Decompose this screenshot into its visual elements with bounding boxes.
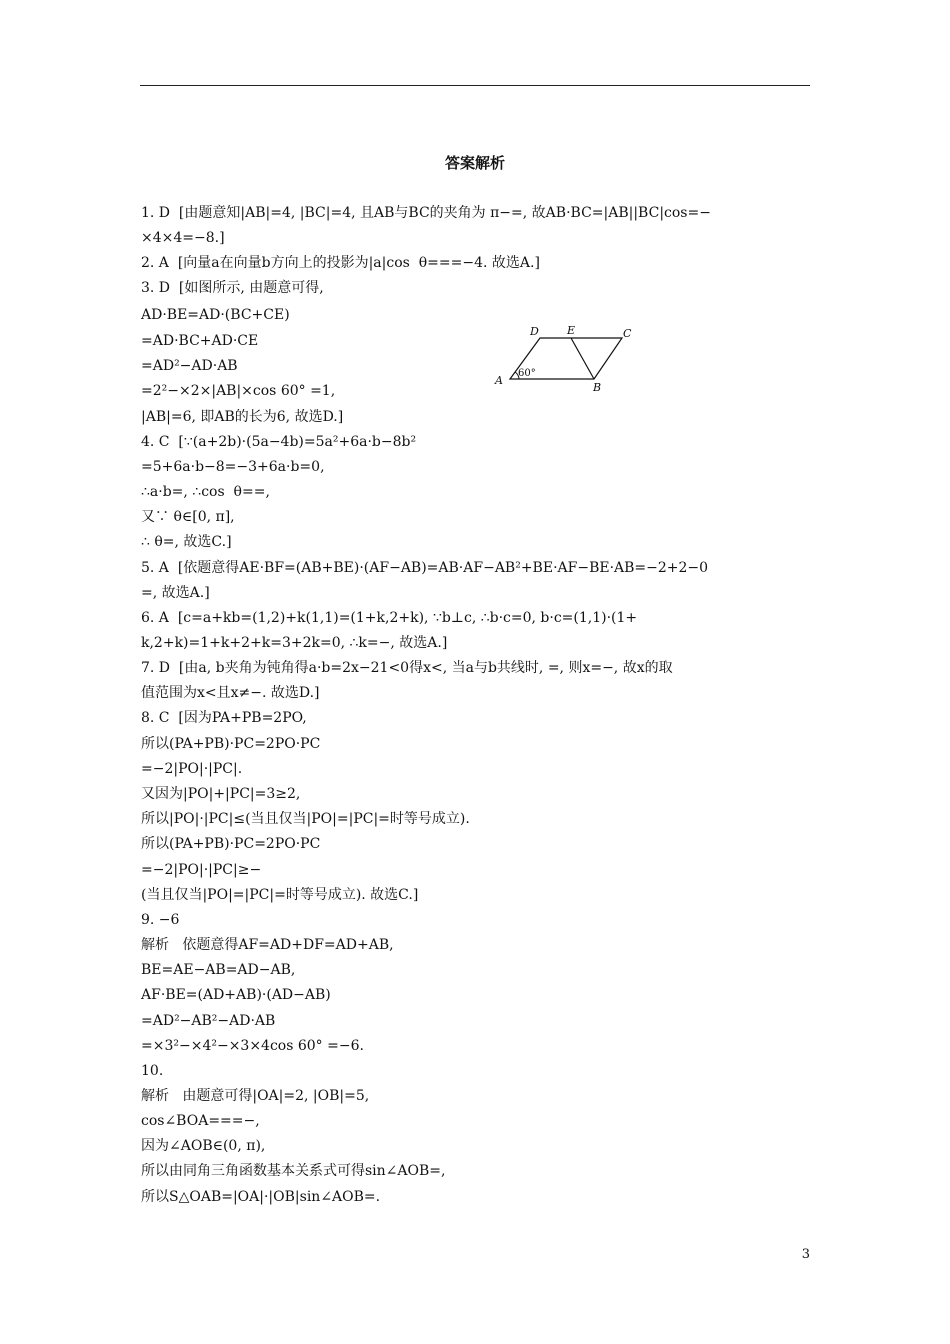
label-D: D [530, 325, 539, 338]
text-line: 6. A [c=a+kb=(1,2)+k(1,1)=(1+k,2+k), ∵b⊥c, ∴b·c=0, b·c=(1,1)·(1+ [141, 610, 638, 626]
page-number: 3 [801, 1247, 810, 1262]
text-line: 所以(PA+PB)·PC=2PO·PC [141, 836, 321, 852]
text-line: ∴a·b=, ∴cos θ==, [141, 484, 270, 500]
text-line: cos∠BOA===−, [141, 1113, 260, 1129]
text-line: =×3²−×4²−×3×4cos 60° =−6. [141, 1038, 364, 1054]
text-line: 又因为|PO|+|PC|=3≥2, [141, 786, 301, 802]
text-line: 所以S△OAB=|OA|·|OB|sin∠AOB=. [141, 1189, 381, 1205]
text-line: ∴ θ=, 故选C.] [141, 534, 232, 550]
header-rule [140, 85, 810, 86]
text-line: =AD·BC+AD·CE [141, 333, 259, 349]
segment-BE [571, 338, 594, 379]
text-line: 9. −6 [141, 912, 180, 928]
label-C: C [623, 327, 632, 340]
text-line: |AB|=6, 即AB的长为6, 故选D.] [141, 409, 344, 425]
text-line: 4. C [∵(a+2b)·(5a−4b)=5a²+6a·b−8b² [141, 434, 417, 450]
text-line: AD·BE=AD·(BC+CE) [141, 307, 290, 323]
text-line: =5+6a·b−8=−3+6a·b=0, [141, 459, 325, 475]
text-line: =, 故选A.] [141, 585, 210, 601]
text-line: 因为∠AOB∈(0, π), [141, 1138, 266, 1154]
text-line: 10. [141, 1063, 164, 1079]
text-line: (当且仅当|PO|=|PC|=时等号成立). 故选C.] [141, 887, 419, 903]
label-E: E [567, 324, 576, 337]
text-line: 解析 依题意得AF=AD+DF=AD+AB, [141, 937, 394, 953]
text-line: 所以由同角三角函数基本关系式可得sin∠AOB=, [141, 1163, 446, 1179]
text-line: 所以(PA+PB)·PC=2PO·PC [141, 736, 321, 752]
text-line: =AD²−AD·AB [141, 358, 238, 374]
text-line: 3. D [如图所示, 由题意可得, [141, 280, 324, 296]
text-line: 解析 由题意可得|OA|=2, |OB|=5, [141, 1088, 370, 1104]
text-line: =2²−×2×|AB|×cos 60° =1, [141, 383, 336, 399]
text-line: 5. A [依题意得AE·BF=(AB+BE)·(AF−AB)=AB·AF−AB²+BE·AF−BE·AB=−2+2−0 [141, 560, 709, 576]
text-line: 7. D [由a, b夹角为钝角得a·b=2x−21<0得x<, 当a与b共线时, =, 则x=−, 故x的取 [141, 660, 673, 676]
text-line: 值范围为x<且x≠−. 故选D.] [141, 685, 320, 701]
text-line: BE=AE−AB=AD−AB, [141, 962, 296, 978]
text-line: 8. C [因为PA+PB=2PO, [141, 710, 307, 726]
label-B: B [593, 381, 602, 392]
text-line: =−2|PO|·|PC|≥− [141, 862, 262, 878]
text-line: =−2|PO|·|PC|. [141, 761, 243, 777]
text-line: =AD²−AB²−AD·AB [141, 1013, 276, 1029]
text-line: ×4×4=−8.] [141, 230, 225, 246]
label-angle-60: 60° [518, 368, 536, 379]
text-line: 2. A [向量a在向量b方向上的投影为|a|cos θ===−4. 故选A.] [141, 255, 540, 271]
text-line: k,2+k)=1+k+2+k=3+2k=0, ∴k=−, 故选A.] [141, 635, 448, 651]
text-line: 1. D [由题意知|AB|=4, |BC|=4, 且AB与BC的夹角为 π−=, 故AB·BC=|AB||BC|cos=− [141, 205, 711, 221]
parallelogram-figure [490, 322, 640, 392]
page-title: 答案解析 [444, 154, 505, 172]
text-line: 又∵ θ∈[0, π], [141, 509, 235, 525]
text-line: AF·BE=(AD+AB)·(AD−AB) [141, 987, 331, 1003]
label-A: A [495, 374, 503, 387]
text-line: 所以|PO|·|PC|≤(当且仅当|PO|=|PC|=时等号成立). [141, 811, 470, 827]
